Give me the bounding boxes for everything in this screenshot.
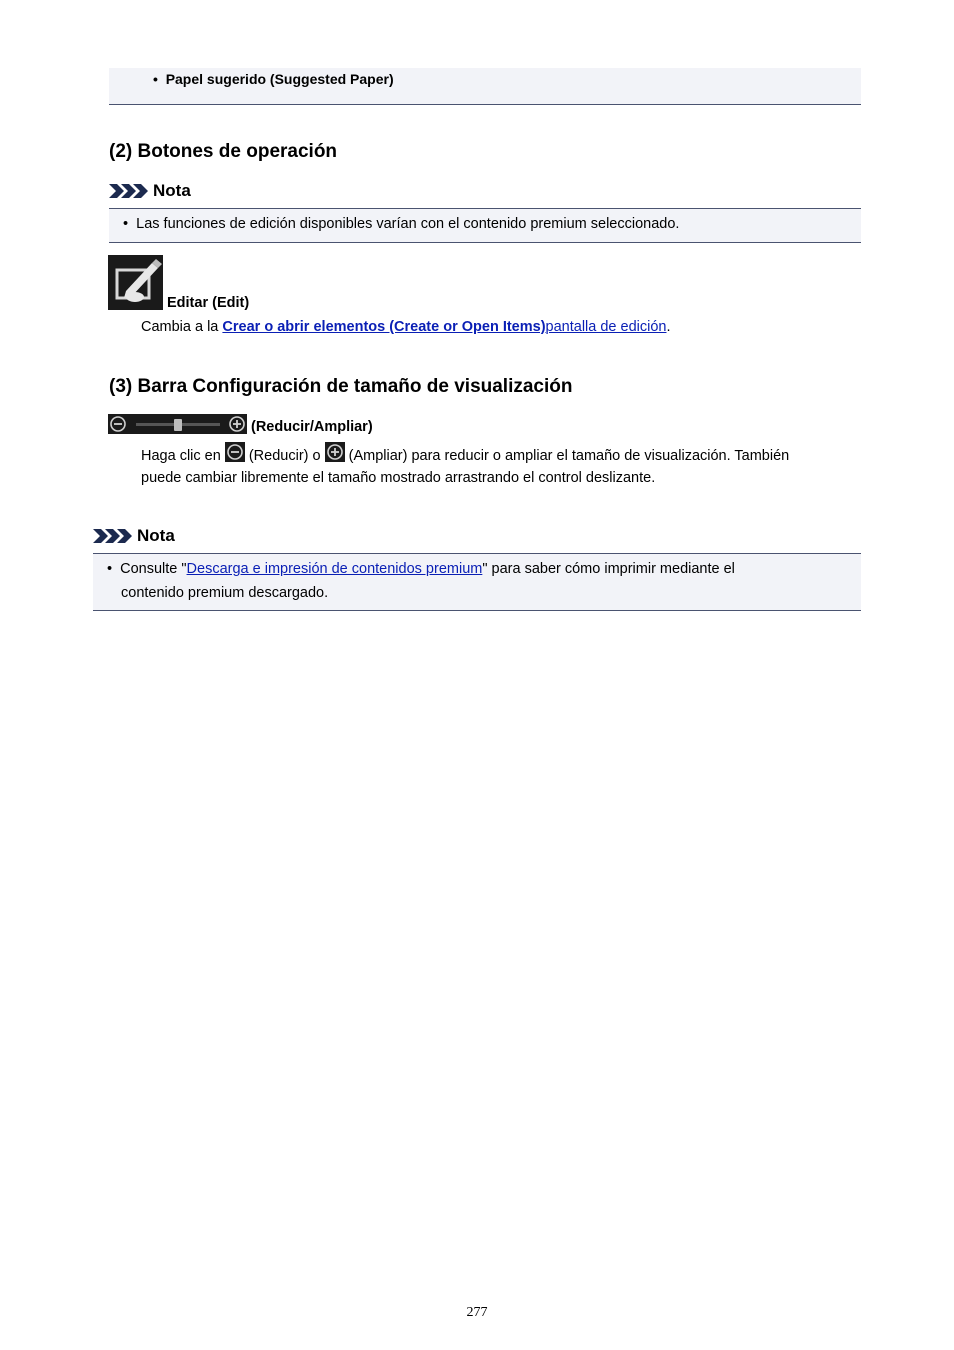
edit-desc-prefix: Cambia a la bbox=[141, 319, 223, 335]
minus-circle-icon bbox=[225, 442, 245, 462]
note-1-title: Nota bbox=[153, 181, 191, 200]
section-3-heading: (3) Barra Configuración de tamaño de visualización bbox=[109, 376, 573, 397]
zoom-slider-graphic bbox=[108, 414, 247, 434]
edit-button-image bbox=[108, 255, 163, 310]
download-print-premium-link[interactable]: Descarga e impresión de contenidos premium bbox=[186, 561, 483, 577]
note-2-header bbox=[93, 526, 175, 546]
bullet: • bbox=[107, 561, 113, 577]
edit-screen-link[interactable]: pantalla de edición bbox=[545, 319, 667, 335]
minus-circle-icon bbox=[111, 417, 125, 431]
note-2-line-1 bbox=[107, 557, 735, 581]
zoom-desc-c: (Ampliar) para reducir o ampliar el tamaño de visualización. También bbox=[344, 447, 790, 464]
section-2-heading: (2) Botones de operación bbox=[109, 141, 338, 162]
zoom-desc-a: Haga clic en bbox=[141, 447, 225, 464]
note-1-item bbox=[123, 216, 679, 232]
note-1-text: Las funciones de edición disponibles varían con el contenido premium seleccionado. bbox=[136, 216, 680, 232]
note-2-line-2: contenido premium descargado. bbox=[121, 585, 329, 601]
note-1-header bbox=[109, 181, 191, 201]
edit-description bbox=[141, 315, 671, 339]
pencil-edit-icon bbox=[108, 255, 163, 310]
plus-circle-icon bbox=[230, 417, 244, 431]
zoom-description-line-2: puede cambiar libremente el tamaño mostrado arrastrando el control deslizante. bbox=[141, 470, 656, 486]
note-2-box bbox=[93, 553, 861, 611]
zoom-desc-b: (Reducir) o bbox=[244, 447, 325, 464]
bullet: • bbox=[123, 216, 129, 232]
edit-desc-suffix: . bbox=[666, 319, 671, 335]
slider-thumb bbox=[174, 419, 182, 431]
create-open-items-link[interactable]: Crear o abrir elementos (Create or Open Items) bbox=[222, 319, 546, 335]
note-2-suffix: " para saber cómo imprimir mediante el bbox=[482, 561, 735, 577]
suggested-paper-label: Papel sugerido (Suggested Paper) bbox=[165, 71, 394, 87]
double-chevron-icon bbox=[109, 181, 149, 201]
bullet: • bbox=[153, 71, 158, 87]
note-2-title: Nota bbox=[137, 526, 175, 545]
note-2-prefix: Consulte " bbox=[120, 561, 187, 577]
double-chevron-icon bbox=[93, 526, 133, 546]
suggested-paper-item bbox=[153, 71, 394, 87]
zoom-label: (Reducir/Ampliar) bbox=[251, 419, 373, 435]
edit-label: Editar (Edit) bbox=[167, 295, 250, 311]
plus-circle-icon bbox=[325, 442, 345, 462]
suggested-paper-box bbox=[109, 68, 861, 105]
page-number: 277 bbox=[466, 1305, 488, 1320]
zoom-slider-image bbox=[108, 414, 247, 434]
note-1-box bbox=[109, 208, 861, 243]
